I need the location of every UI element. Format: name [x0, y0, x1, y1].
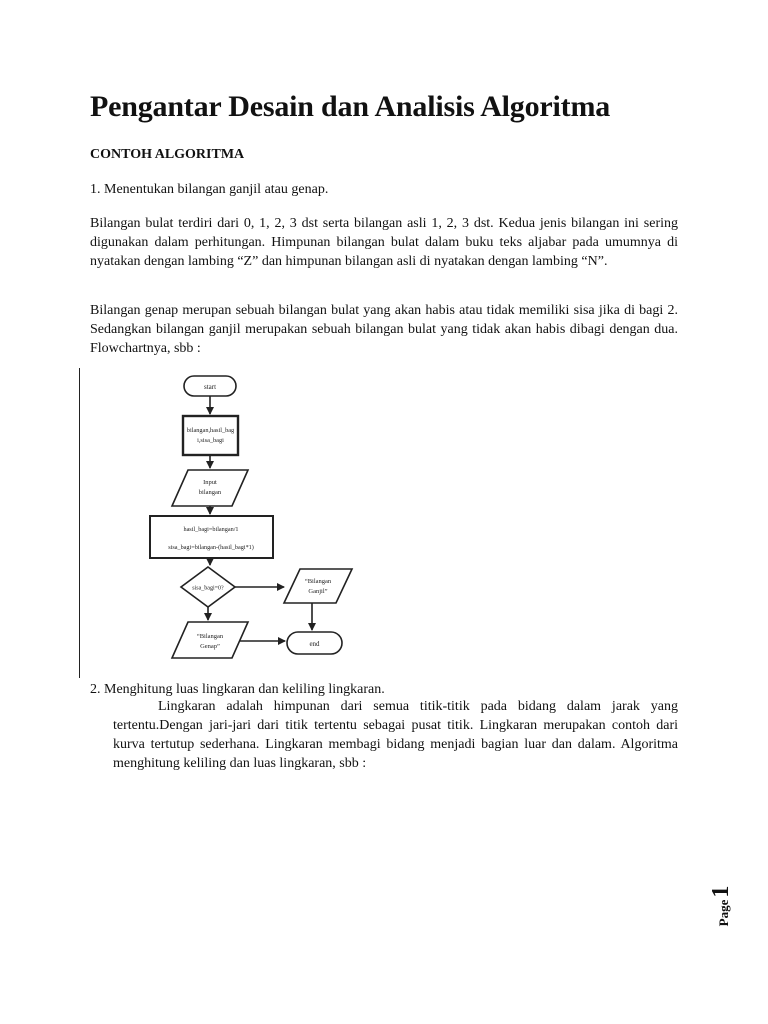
flow-declare-line1: bilangan,hasil_bag [186, 427, 235, 434]
flow-declare-line2: i,sisa_bagi [197, 437, 224, 444]
flow-end-terminator [287, 632, 342, 654]
list-item-1: 1. Menentukan bilangan ganjil atau genap. [90, 182, 329, 197]
page-number-value: 1 [708, 885, 734, 898]
flow-even-line2: Genap” [200, 643, 220, 650]
flow-decision-label: sisa_bagi=0? [192, 585, 224, 592]
section-heading: CONTOH ALGORITMA [90, 147, 245, 162]
flow-odd-line1: “Bilangan [304, 578, 332, 585]
flow-start-label: start [203, 383, 217, 391]
flow-process-box [150, 516, 273, 558]
flow-declare-box [183, 416, 238, 455]
flow-end-label: end [309, 640, 320, 648]
paragraph-integers: Bilangan bulat terdiri dari 0, 1, 2, 3 dst serta bilangan asli 1, 2, 3 dst. Kedua jenis bilangan ini sering digunakan dalam perhitungan. Himpunan bilangan bulat dalam buku teks aljabar pada umumnya di nyatakan dengan lambing “Z” dan himpunan bilangan asli di nyatakan dengan lambing “N”. [90, 216, 678, 269]
document-title: Pengantar Desain dan Analisis Algoritma [90, 90, 611, 123]
flow-odd-line2: Ganjil” [308, 588, 328, 595]
flow-decision-diamond [181, 567, 235, 607]
flowchart-even-odd [146, 368, 360, 670]
flow-start-terminator [184, 376, 236, 396]
paragraph-circle: Lingkaran adalah himpunan dari semua titik-titik pada bidang dalam jarak yang tertentu.Dengan jari-jari dari titik tertentu sebagai pusat titik. Lingkaran merupakan contoh dari kurva tertutup sederhana. Lingkaran membagi bidang menjadi bagian luar dan dalam. Algoritma menghitung keliling dan luas lingkaran, sbb : [113, 699, 678, 771]
flow-input-parallelogram [172, 470, 248, 506]
flow-input-line1: Input [203, 479, 217, 486]
flow-process-line2: sisa_bagi=bilangan-(hasil_bagi*1) [168, 544, 254, 551]
margin-change-bar [79, 368, 80, 678]
flow-process-line1: hasil_bagi=bilangan/1 [183, 526, 239, 533]
flow-input-line2: bilangan [198, 489, 222, 496]
page-number [708, 884, 752, 928]
paragraph-even-odd: Bilangan genap merupan sebuah bilangan bulat yang akan habis atau tidak memiliki sisa jika di bagi 2. Sedangkan bilangan ganjil merupakan sebuah bilangan bulat yang tidak akan habis dibagi dengan dua. Flowchartnya, sbb : [90, 303, 678, 356]
flow-even-line1: “Bilangan [196, 633, 224, 640]
page-label: Page [716, 899, 731, 927]
list-item-2: 2. Menghitung luas lingkaran dan keliling lingkaran. [90, 682, 385, 697]
flow-output-even [172, 622, 248, 658]
flow-output-odd [284, 569, 352, 603]
